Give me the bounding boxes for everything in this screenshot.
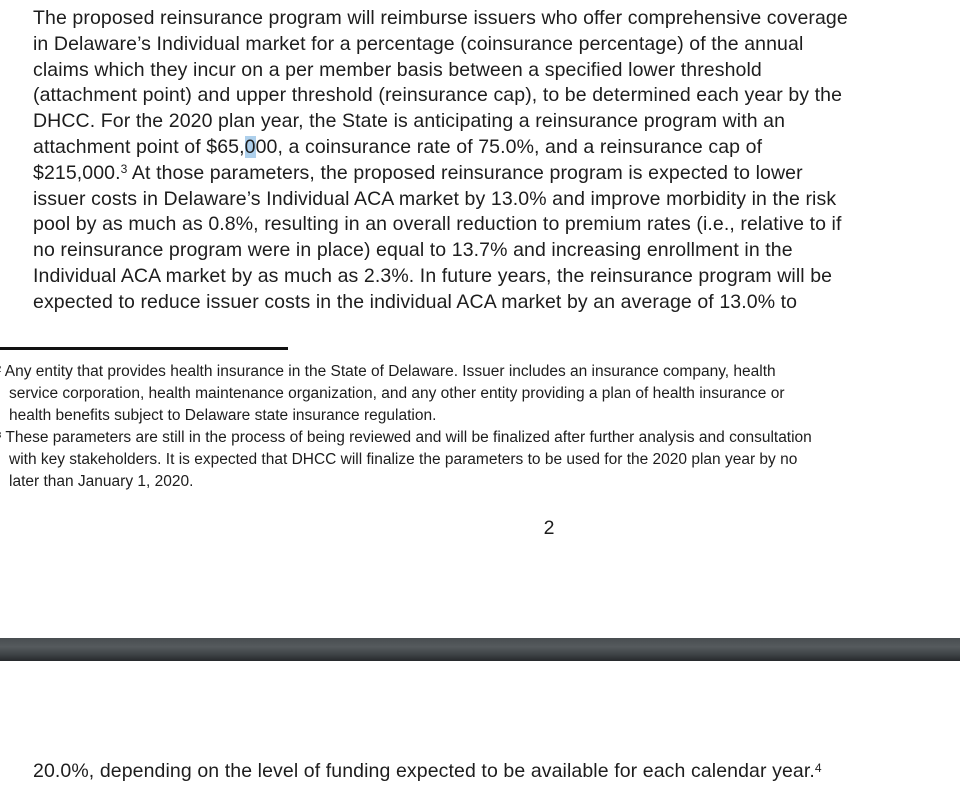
- text-segment: Individual ACA market by as much as 2.3%. In future years, the reinsurance program will be: [33, 264, 833, 287]
- text-segment: attachment point of $65,: [33, 135, 245, 158]
- pdf-page-3[interactable]: [0, 661, 960, 796]
- text-line: [33, 135, 848, 161]
- text-line: [33, 6, 848, 32]
- text-selection-highlight: 0: [244, 135, 256, 158]
- main-paragraph: [33, 6, 848, 316]
- text-segment: health benefits subject to Delaware state insurance regulation.: [9, 407, 437, 425]
- footnote-separator: [0, 347, 288, 350]
- footnote-reference: 3: [120, 162, 128, 177]
- footnote-reference: 4: [814, 760, 822, 775]
- text-segment: The proposed reinsurance program will reimburse issuers who offer comprehensive coverage: [33, 7, 848, 29]
- text-line: [0, 427, 976, 449]
- text-line: [33, 83, 848, 109]
- text-segment: no reinsurance program were in place) equal to 13.7% and increasing enrollment in the: [33, 239, 793, 262]
- text-line: [33, 264, 848, 290]
- text-segment: service corporation, health maintenance organization, and any other entity providing a plan of health insurance or: [9, 385, 785, 403]
- text-line: [33, 161, 848, 187]
- footnotes: [0, 361, 976, 494]
- text-segment: These parameters are still in the process of being reviewed and will be finalized after further analysis and consultation: [1, 429, 812, 447]
- text-segment: (attachment point) and upper threshold (reinsurance cap), to be determined each year by the: [33, 84, 843, 107]
- text-segment: in Delaware’s Individual market for a percentage (coinsurance percentage) of the annual: [33, 32, 804, 55]
- text-line: [33, 290, 848, 316]
- text-line: [33, 187, 848, 213]
- text-segment: issuer costs in Delaware’s Individual ACA market by 13.0% and improve morbidity in the risk: [33, 187, 837, 210]
- text-segment: 00, a coinsurance rate of 75.0%, and a reinsurance cap of: [255, 135, 763, 158]
- text-line: [0, 405, 976, 427]
- text-line: [33, 109, 848, 135]
- text-segment: Any entity that provides health insurance in the State of Delaware. Issuer includes an insurance company, health: [1, 363, 776, 380]
- page-separator-bar: [0, 638, 960, 661]
- text-line: [0, 449, 976, 471]
- text-line: [33, 759, 822, 785]
- page-number: 2: [543, 517, 555, 539]
- text-line: [0, 383, 976, 405]
- text-segment: At those parameters, the proposed reinsurance program is expected to lower: [127, 161, 803, 184]
- footnote-2: [0, 361, 976, 427]
- text-line: [33, 212, 848, 238]
- text-segment: pool by as much as 0.8%, resulting in an overall reduction to premium rates (i.e., relative to if: [33, 213, 842, 236]
- text-segment: $215,000.: [33, 161, 121, 184]
- text-line: [33, 32, 848, 58]
- text-segment: expected to reduce issuer costs in the individual ACA market by an average of 13.0% to: [33, 290, 798, 313]
- text-line: [0, 361, 976, 383]
- continuation-paragraph: [33, 759, 822, 785]
- footnote-3: [0, 427, 976, 493]
- text-segment: DHCC. For the 2020 plan year, the State is anticipating a reinsurance program with an: [33, 110, 786, 133]
- text-segment: 20.0%, depending on the level of funding expected to be available for each calendar year.: [33, 760, 815, 782]
- text-segment: claims which they incur on a per member basis between a specified lower threshold: [33, 58, 762, 81]
- text-segment: with key stakeholders. It is expected that DHCC will finalize the parameters to be used for the 2020 plan year by no: [9, 451, 798, 469]
- text-line: [33, 58, 848, 84]
- text-line: [0, 471, 976, 493]
- text-segment: later than January 1, 2020.: [9, 473, 194, 491]
- text-line: [33, 238, 848, 264]
